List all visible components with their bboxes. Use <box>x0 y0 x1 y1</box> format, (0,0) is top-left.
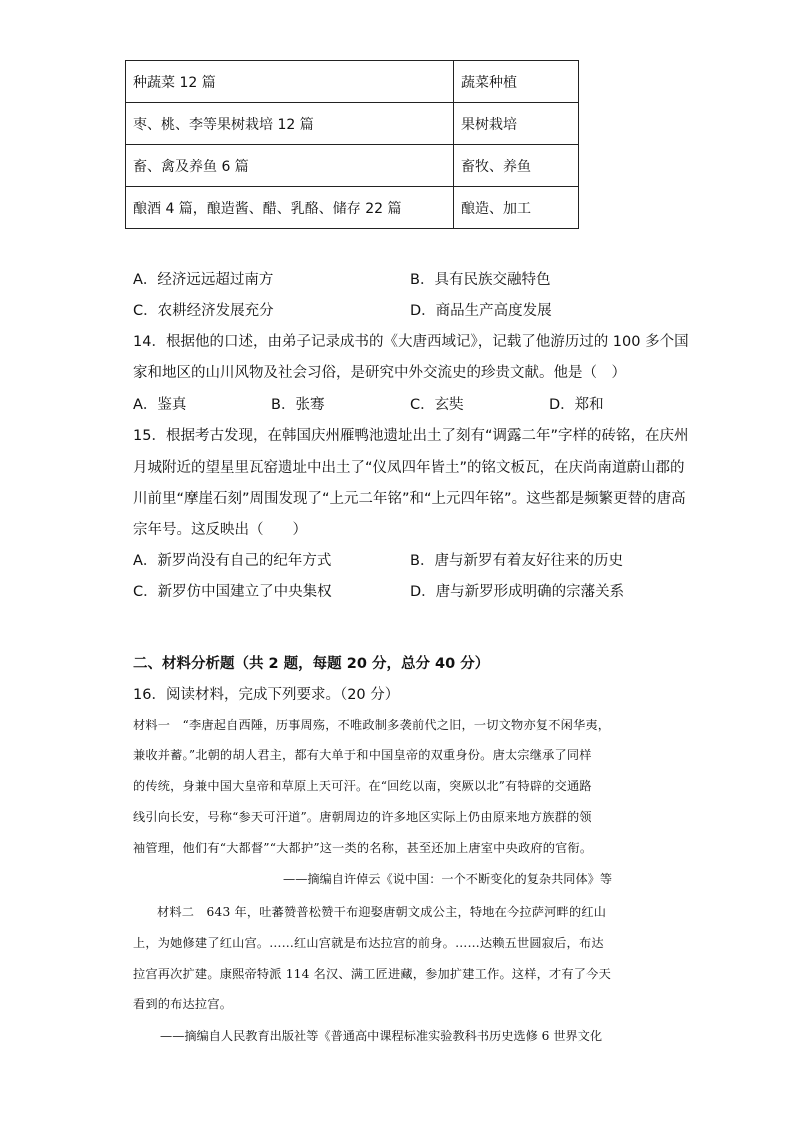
table-cell: 畜、禽及养鱼 6 篇 <box>126 145 454 187</box>
table-row <box>126 61 579 103</box>
q15-option-b: B．唐与新罗有着友好往来的历史 <box>410 553 623 569</box>
material-one-line: 线引向长安，号称“参天可汗道”。唐朝周边的许多地区实际上仍由原来地方族群的领 <box>133 810 592 824</box>
table-cell: 蔬菜种植 <box>454 61 579 103</box>
material-one-line: 材料一 “李唐起自西陲，历事周殇，不唯政制多袭前代之旧，一切文物亦复不闲华夷， <box>133 718 611 732</box>
table-cell: 酿酒 4 篇，酿造酱、醋、乳酪、储存 22 篇 <box>126 187 454 229</box>
q14-option-c: C．玄奘 <box>410 397 464 413</box>
material-two-line: 拉宫再次扩建。康熙帝特派 114 名汉、满工匠进藏，参加扩建工作。这样，才有了今天 <box>133 967 611 981</box>
agriculture-table <box>125 60 579 229</box>
q14-option-b: B．张骞 <box>271 397 325 413</box>
material-one-line: 的传统，身兼中国大皇帝和草原上天可汗。在“回纥以南，突厥以北”有特辟的交通路 <box>133 779 592 793</box>
table-row <box>126 103 579 145</box>
q13-option-d: D．商品生产高度发展 <box>410 303 552 319</box>
q15-option-c: C．新罗仿中国建立了中央集权 <box>133 584 332 600</box>
table-cell: 果树栽培 <box>454 103 579 145</box>
q14-stem-line: 家和地区的山川风物及社会习俗，是研究中外交流史的珍贵文献。他是（ ） <box>133 365 626 381</box>
material-two-line: 材料二 643 年，吐蕃赞普松赞干布迎娶唐朝文成公主，特地在今拉萨河畔的红山 <box>157 905 607 919</box>
q13-option-b: B．具有民族交融特色 <box>410 272 551 288</box>
table-cell: 枣、桃、李等果树栽培 12 篇 <box>126 103 454 145</box>
q13-option-a: A．经济远远超过南方 <box>133 272 274 288</box>
q15-option-d: D．唐与新罗形成明确的宗藩关系 <box>410 584 625 600</box>
table-cell: 种蔬菜 12 篇 <box>126 61 454 103</box>
table-row <box>126 145 579 187</box>
q14-option-a: A．鉴真 <box>133 397 187 413</box>
q15-stem-line: 川前里“摩崖石刻”周围发现了“上元二年铭”和“上元四年铭”。这些都是频繁更替的唐高 <box>133 491 686 507</box>
material-one-source: ——摘编自许倬云《说中国：一个不断变化的复杂共同体》等 <box>283 872 613 886</box>
material-one-line: 兼收并蓄。”北朝的胡人君主，都有大单于和中国皇帝的双重身份。唐太宗继承了同样 <box>133 748 592 762</box>
q14-stem-line: 14．根据他的口述，由弟子记录成书的《大唐西域记》，记载了他游历过的 100 多个国 <box>133 334 689 350</box>
table-cell: 酿造、加工 <box>454 187 579 229</box>
material-two-line: 看到的布达拉宫。 <box>133 997 233 1011</box>
table-cell: 畜牧、养鱼 <box>454 145 579 187</box>
q14-option-d: D．郑和 <box>549 397 604 413</box>
q16-prompt: 16．阅读材料，完成下列要求。（20 分） <box>133 687 400 703</box>
q15-stem-line: 宗年号。这反映出（ ） <box>133 522 307 538</box>
material-one-line: 袖管理，他们有“大都督”“大都护”这一类的名称，甚至还加上唐室中央政府的官衔。 <box>133 841 593 855</box>
section-title: 二、材料分析题（共 2 题，每题 20 分，总分 40 分） <box>133 656 490 672</box>
material-two-source: ——摘编自人民教育出版社等《普通高中课程标准实验教科书历史选修 6 世界文化 <box>160 1029 603 1043</box>
q13-option-c: C．农耕经济发展充分 <box>133 303 274 319</box>
material-two-line: 上，为她修建了红山宫。……红山宫就是布达拉宫的前身。……达赖五世圆寂后，布达 <box>133 936 604 950</box>
q15-stem-line: 月城附近的望星里瓦窑遗址中出土了“仪凤四年皆土”的铭文板瓦，在庆尚南道蔚山郡的 <box>133 460 685 476</box>
table-row <box>126 187 579 229</box>
q15-option-a: A．新罗尚没有自己的纪年方式 <box>133 553 332 569</box>
q15-stem-line: 15．根据考古发现，在韩国庆州雁鸭池遗址出土了刻有“调露二年”字样的砖铭，在庆州 <box>133 428 689 444</box>
